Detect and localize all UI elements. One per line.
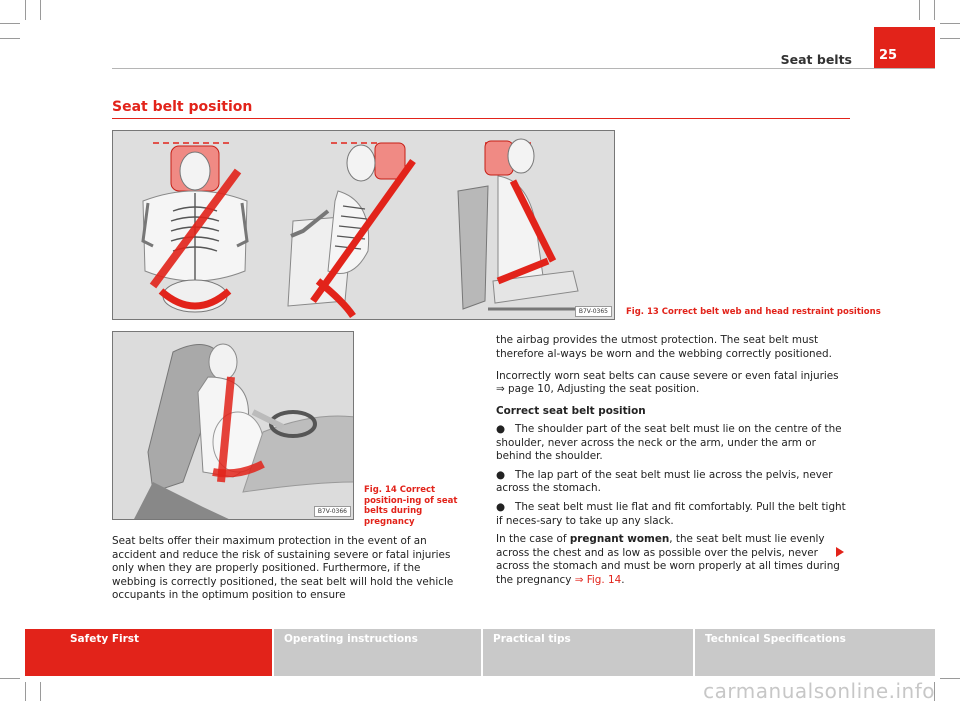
bullet-text: The shoulder part of the seat belt must lie on the centre of the shoulder, never across the neck or the arm, under the arm or behind the shoulder. xyxy=(496,422,842,463)
crop-mark xyxy=(40,0,41,20)
subheading-correct-position: Correct seat belt position xyxy=(496,405,646,418)
page-10-link[interactable]: ⇒ page 10, Adjusting the seat position. xyxy=(496,383,700,396)
bullet-text: The seat belt must lie flat and fit comfortably. Pull the belt tight if neces-sary to take up any slack. xyxy=(496,500,846,527)
figure-14-pregnancy-belt xyxy=(112,331,354,520)
paragraph-airbag: the airbag provides the utmost protection. The seat belt must therefore al-ways be worn and the webbing correctly positioned. xyxy=(496,334,832,360)
paragraph-incorrect xyxy=(496,370,850,397)
crop-mark xyxy=(934,0,935,20)
pregnancy-belt-illustration xyxy=(113,332,354,520)
crop-mark xyxy=(25,682,26,701)
crop-mark xyxy=(940,23,960,24)
footer-nav xyxy=(0,629,960,676)
belt-positions-illustration xyxy=(113,131,615,320)
tab-practical-tips[interactable]: Practical tips xyxy=(483,629,693,676)
paragraph-pregnant-rest: , the seat belt must lie evenly across the chest and as low as possible over the pelvis, never across the stomach and must be worn properly at all times during the pregnancy xyxy=(496,533,840,586)
crop-mark xyxy=(40,682,41,701)
pregnant-women-emphasis: pregnant women xyxy=(569,533,670,546)
section-divider xyxy=(112,118,850,119)
bullet-icon: ● xyxy=(496,468,506,481)
crop-mark xyxy=(919,0,920,20)
figure-13-belt-positions xyxy=(112,130,615,320)
header-divider xyxy=(112,68,935,69)
right-column xyxy=(496,334,850,596)
bullet-text: The lap part of the seat belt must lie across the pelvis, never across the stomach. xyxy=(496,468,833,495)
bullet-icon: ● xyxy=(496,422,506,435)
tab-technical-specifications[interactable]: Technical Specifications xyxy=(695,629,935,676)
crop-mark xyxy=(0,678,20,679)
intro-paragraph: Seat belts offer their maximum protection in the event of an accident and reduce the risk of sustaining severe or fatal injuries only when they are properly positioned. Furthermore, if the webbing is correctly positioned, the seat belt will hold the vehicle occupants in the optimum position to ensure xyxy=(112,535,454,602)
continue-arrow-icon xyxy=(836,547,844,557)
crop-mark xyxy=(0,23,20,24)
section-title: Seat belt position xyxy=(112,99,253,115)
crop-mark xyxy=(0,38,20,39)
crop-mark xyxy=(940,678,960,679)
bullet-item xyxy=(496,469,850,496)
running-header-title: Seat belts xyxy=(780,52,852,67)
page-number: 25 xyxy=(874,27,935,68)
figure-code: B7V-0366 xyxy=(314,506,351,517)
tab-safety-first[interactable]: Safety First xyxy=(25,629,272,676)
fig-14-link[interactable]: ⇒ Fig. 14 xyxy=(574,573,622,586)
figure-code: B7V-0365 xyxy=(575,306,612,317)
bullet-item xyxy=(496,501,850,528)
paragraph-pregnant-end: . xyxy=(621,573,625,586)
paragraph-pregnant-start: In the case of xyxy=(496,533,570,546)
crop-mark xyxy=(940,38,960,39)
figure-14-caption: Fig. 14 Correct position-ing of seat belts during pregnancy xyxy=(364,485,458,527)
watermark-text: carmanualsonline.info xyxy=(703,679,935,701)
bullet-icon: ● xyxy=(496,500,506,513)
paragraph-pregnant xyxy=(496,533,850,587)
crop-mark xyxy=(25,0,26,20)
figure-13-caption: Fig. 13 Correct belt web and head restraint positions xyxy=(626,307,881,317)
bullet-item xyxy=(496,423,850,464)
tab-operating-instructions[interactable]: Operating instructions xyxy=(274,629,481,676)
paragraph-incorrect-text: Incorrectly worn seat belts can cause severe or even fatal injuries xyxy=(496,369,839,382)
